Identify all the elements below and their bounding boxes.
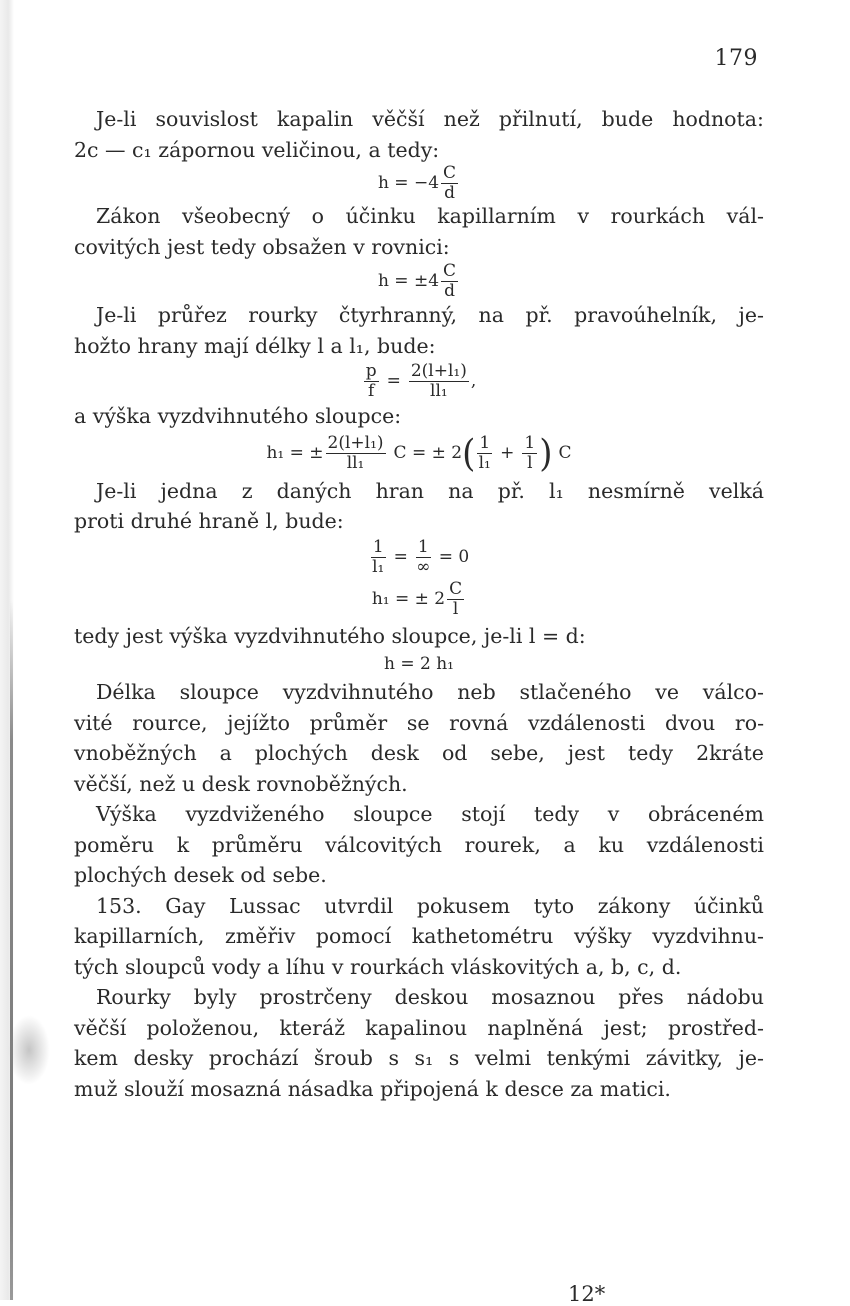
text-line: tedy jest výška vyzdvihnutého sloupce, je-li l = d:: [74, 623, 586, 648]
text-line: Je-li průřez rourky čtyrhranný, na př. pravoúhelník, je-: [96, 303, 764, 327]
text-line: 2c — c₁ zápornou veličinou, a tedy:: [74, 137, 440, 162]
equation: h = ±4 $\frac{C}{d}$: [377, 260, 457, 301]
scan-binding-line: [10, 600, 13, 1300]
fraction: $\frac{\text{2(l+l₁)}}{\text{ll₁}}$: [327, 433, 384, 473]
fraction: $\frac{1}{\infty}$: [416, 537, 431, 577]
text-line: 153. Gay Lussac utvrdil pokusem tyto zákony účinků: [96, 893, 764, 918]
text-line: Zákon všeobecný o účinku kapillarním v rourkách vál-: [96, 204, 764, 228]
fraction: $\frac{1}{\text{l₁}}$: [478, 433, 491, 473]
fraction: $\frac{C}{d}$: [443, 162, 457, 203]
fraction: $\frac{C}{l}$: [449, 579, 463, 619]
equation: $\frac{p}{f}$ = $\frac{\text{2(l+l₁)}}{\text{ll₁}}$ ,: [365, 360, 477, 401]
text-line: kapillarních, změřiv pomocí kathetométru výšky vyzdvihnu-: [74, 924, 764, 948]
equation: h₁ = ± 2 $\frac{C}{l}$: [371, 579, 463, 619]
text-line: hožto hrany mají délky l a l₁, bude:: [74, 333, 436, 358]
page-body: [74, 104, 764, 1104]
text-line: Je-li souvislost kapalin věčší než přilnutí, bude hodnota:: [96, 107, 764, 131]
text-line: vnoběžných a plochých desk od sebe, jest tedy 2kráte: [74, 741, 764, 765]
fraction: $\frac{C}{d}$: [443, 260, 457, 301]
text-line: Je-li jedna z daných hran na př. l₁ nesmírně velká: [96, 478, 764, 503]
equation: $\frac{1}{\text{l₁}}$ = $\frac{1}{\infty}$ = 0: [372, 537, 470, 577]
fraction: $\frac{p}{f}$: [365, 360, 377, 401]
page-number: 179: [714, 46, 758, 71]
fraction: $\frac{1}{\text{l₁}}$: [372, 537, 385, 577]
text-line: tých sloupců vody a líhu v rourkách vláskovitých a, b, c, d.: [74, 954, 682, 979]
text-line: muž slouží mosazná násadka připojená k desce za matici.: [74, 1076, 671, 1101]
fraction: $\frac{1}{l}$: [524, 433, 536, 473]
text-line: Délka sloupce vyzdvihnutého neb stlačeného ve válco-: [96, 680, 764, 704]
text-line: vité rource, jejížto průměr se rovná vzdálenosti dvou ro-: [74, 710, 764, 735]
text-line: covitých jest tedy obsažen v rovnici:: [74, 234, 450, 259]
text-line: věčší, než u desk rovnoběžných.: [74, 771, 408, 796]
text-line: proti druhé hraně l, bude:: [74, 509, 344, 533]
text-line: poměru k průměru válcovitých rourek, a ku vzdálenosti: [74, 832, 764, 857]
equation: h₁ = ± $\frac{\text{2(l+l₁)}}{\text{ll₁}}$ C = ± 2 ( $\frac{1}{\text{l₁}}$ + $\frac{1}{l}$ ) C: [266, 431, 572, 476]
scan-smudge: [8, 1015, 50, 1085]
equation: h = 2 h₁: [384, 653, 454, 674]
printer-signature: 12*: [568, 1282, 606, 1306]
text-line: Výška vyzdviženého sloupce stojí tedy v obráceném: [96, 802, 764, 826]
fraction: $\frac{\text{2(l+l₁)}}{\text{ll₁}}$: [410, 360, 467, 401]
text-line: plochých desek od sebe.: [74, 863, 327, 887]
text-line: kem desky prochází šroub s s₁ s velmi tenkými závitky, je-: [74, 1046, 764, 1070]
text-line: věčší položenou, kteráž kapalinou naplněná jest; prostřed-: [74, 1015, 764, 1040]
text-line: a výška vyzdvihnutého sloupce:: [74, 404, 402, 428]
equation: h = −4 $\frac{C}{d}$: [377, 162, 457, 203]
text-line: Rourky byly prostrčeny deskou mosaznou přes nádobu: [96, 985, 764, 1009]
